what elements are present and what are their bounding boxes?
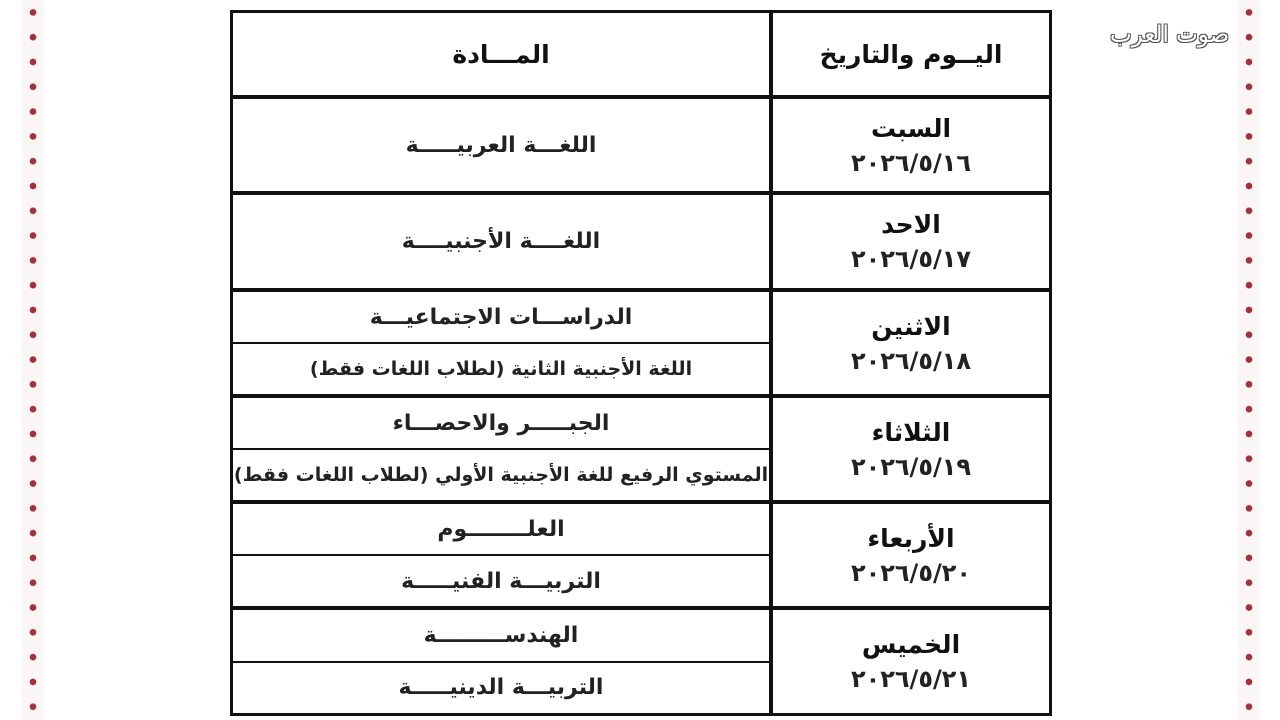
subject-column-header <box>233 13 773 95</box>
exam-schedule-table <box>230 10 1052 716</box>
day-name: الثلاثاء <box>871 417 951 447</box>
subject-name: الهندســـــــــة <box>423 622 579 648</box>
subject-name: اللغــــة الأجنبيــــة <box>401 229 601 254</box>
exam-date: ٢٠٢٦/٥/٢١ <box>850 665 972 693</box>
subject-name: اللغـــة العربيـــــة <box>405 132 597 158</box>
decorative-border-left <box>22 0 44 720</box>
subject-cell <box>233 99 773 191</box>
decorative-border-right <box>1238 0 1260 720</box>
date-column-header <box>773 13 1049 95</box>
subject-name: الدراســـات الاجتماعيـــة <box>369 304 633 330</box>
exam-date: ٢٠٢٦/٥/١٩ <box>850 452 972 481</box>
watermark-text: صوت العرب <box>1110 22 1230 48</box>
date-header-label: اليــوم والتاريخ <box>819 39 1003 69</box>
subject-name: اللغة الأجنبية الثانية (لطلاب اللغات فقط) <box>233 342 769 394</box>
day-name: الخميس <box>861 630 961 659</box>
subject-name: التربيـــة الدينيـــــة <box>233 661 769 714</box>
subject-name: العلــــــــوم <box>437 516 565 542</box>
subject-name: المستوي الرفيع للغة الأجنبية الأولي (لطلاب اللغات فقط) <box>233 448 769 500</box>
day-date-cell <box>773 398 1049 500</box>
subject-cell <box>233 610 773 713</box>
subject-cell <box>233 292 773 394</box>
day-date-cell <box>773 292 1049 394</box>
day-name: السبت <box>870 113 952 143</box>
table-row <box>233 195 1049 292</box>
exam-date: ٢٠٢٦/٥/١٨ <box>850 346 972 375</box>
exam-date: ٢٠٢٦/٥/١٦ <box>850 148 972 177</box>
day-date-cell <box>773 610 1049 713</box>
day-date-cell <box>773 99 1049 191</box>
table-row <box>233 610 1049 713</box>
exam-date: ٢٠٢٦/٥/١٧ <box>850 245 972 273</box>
day-name: الاحد <box>881 210 941 239</box>
subject-cell <box>233 504 773 606</box>
subject-cell <box>233 398 773 500</box>
subject-cell <box>233 195 773 288</box>
day-name: الاثنين <box>871 311 951 341</box>
table-row <box>233 504 1049 610</box>
subject-header-label: المـــادة <box>452 39 550 69</box>
day-date-cell <box>773 504 1049 606</box>
table-row <box>233 292 1049 398</box>
table-row <box>233 398 1049 504</box>
exam-date: ٢٠٢٦/٥/٢٠ <box>850 558 972 587</box>
day-name: الأربعاء <box>867 523 955 553</box>
subject-name: التربيـــة الفنيـــــة <box>233 554 769 606</box>
subject-name: الجبـــــر والاحصـــاء <box>392 410 610 436</box>
day-date-cell <box>773 195 1049 288</box>
table-row <box>233 99 1049 195</box>
table-header-row <box>233 13 1049 99</box>
